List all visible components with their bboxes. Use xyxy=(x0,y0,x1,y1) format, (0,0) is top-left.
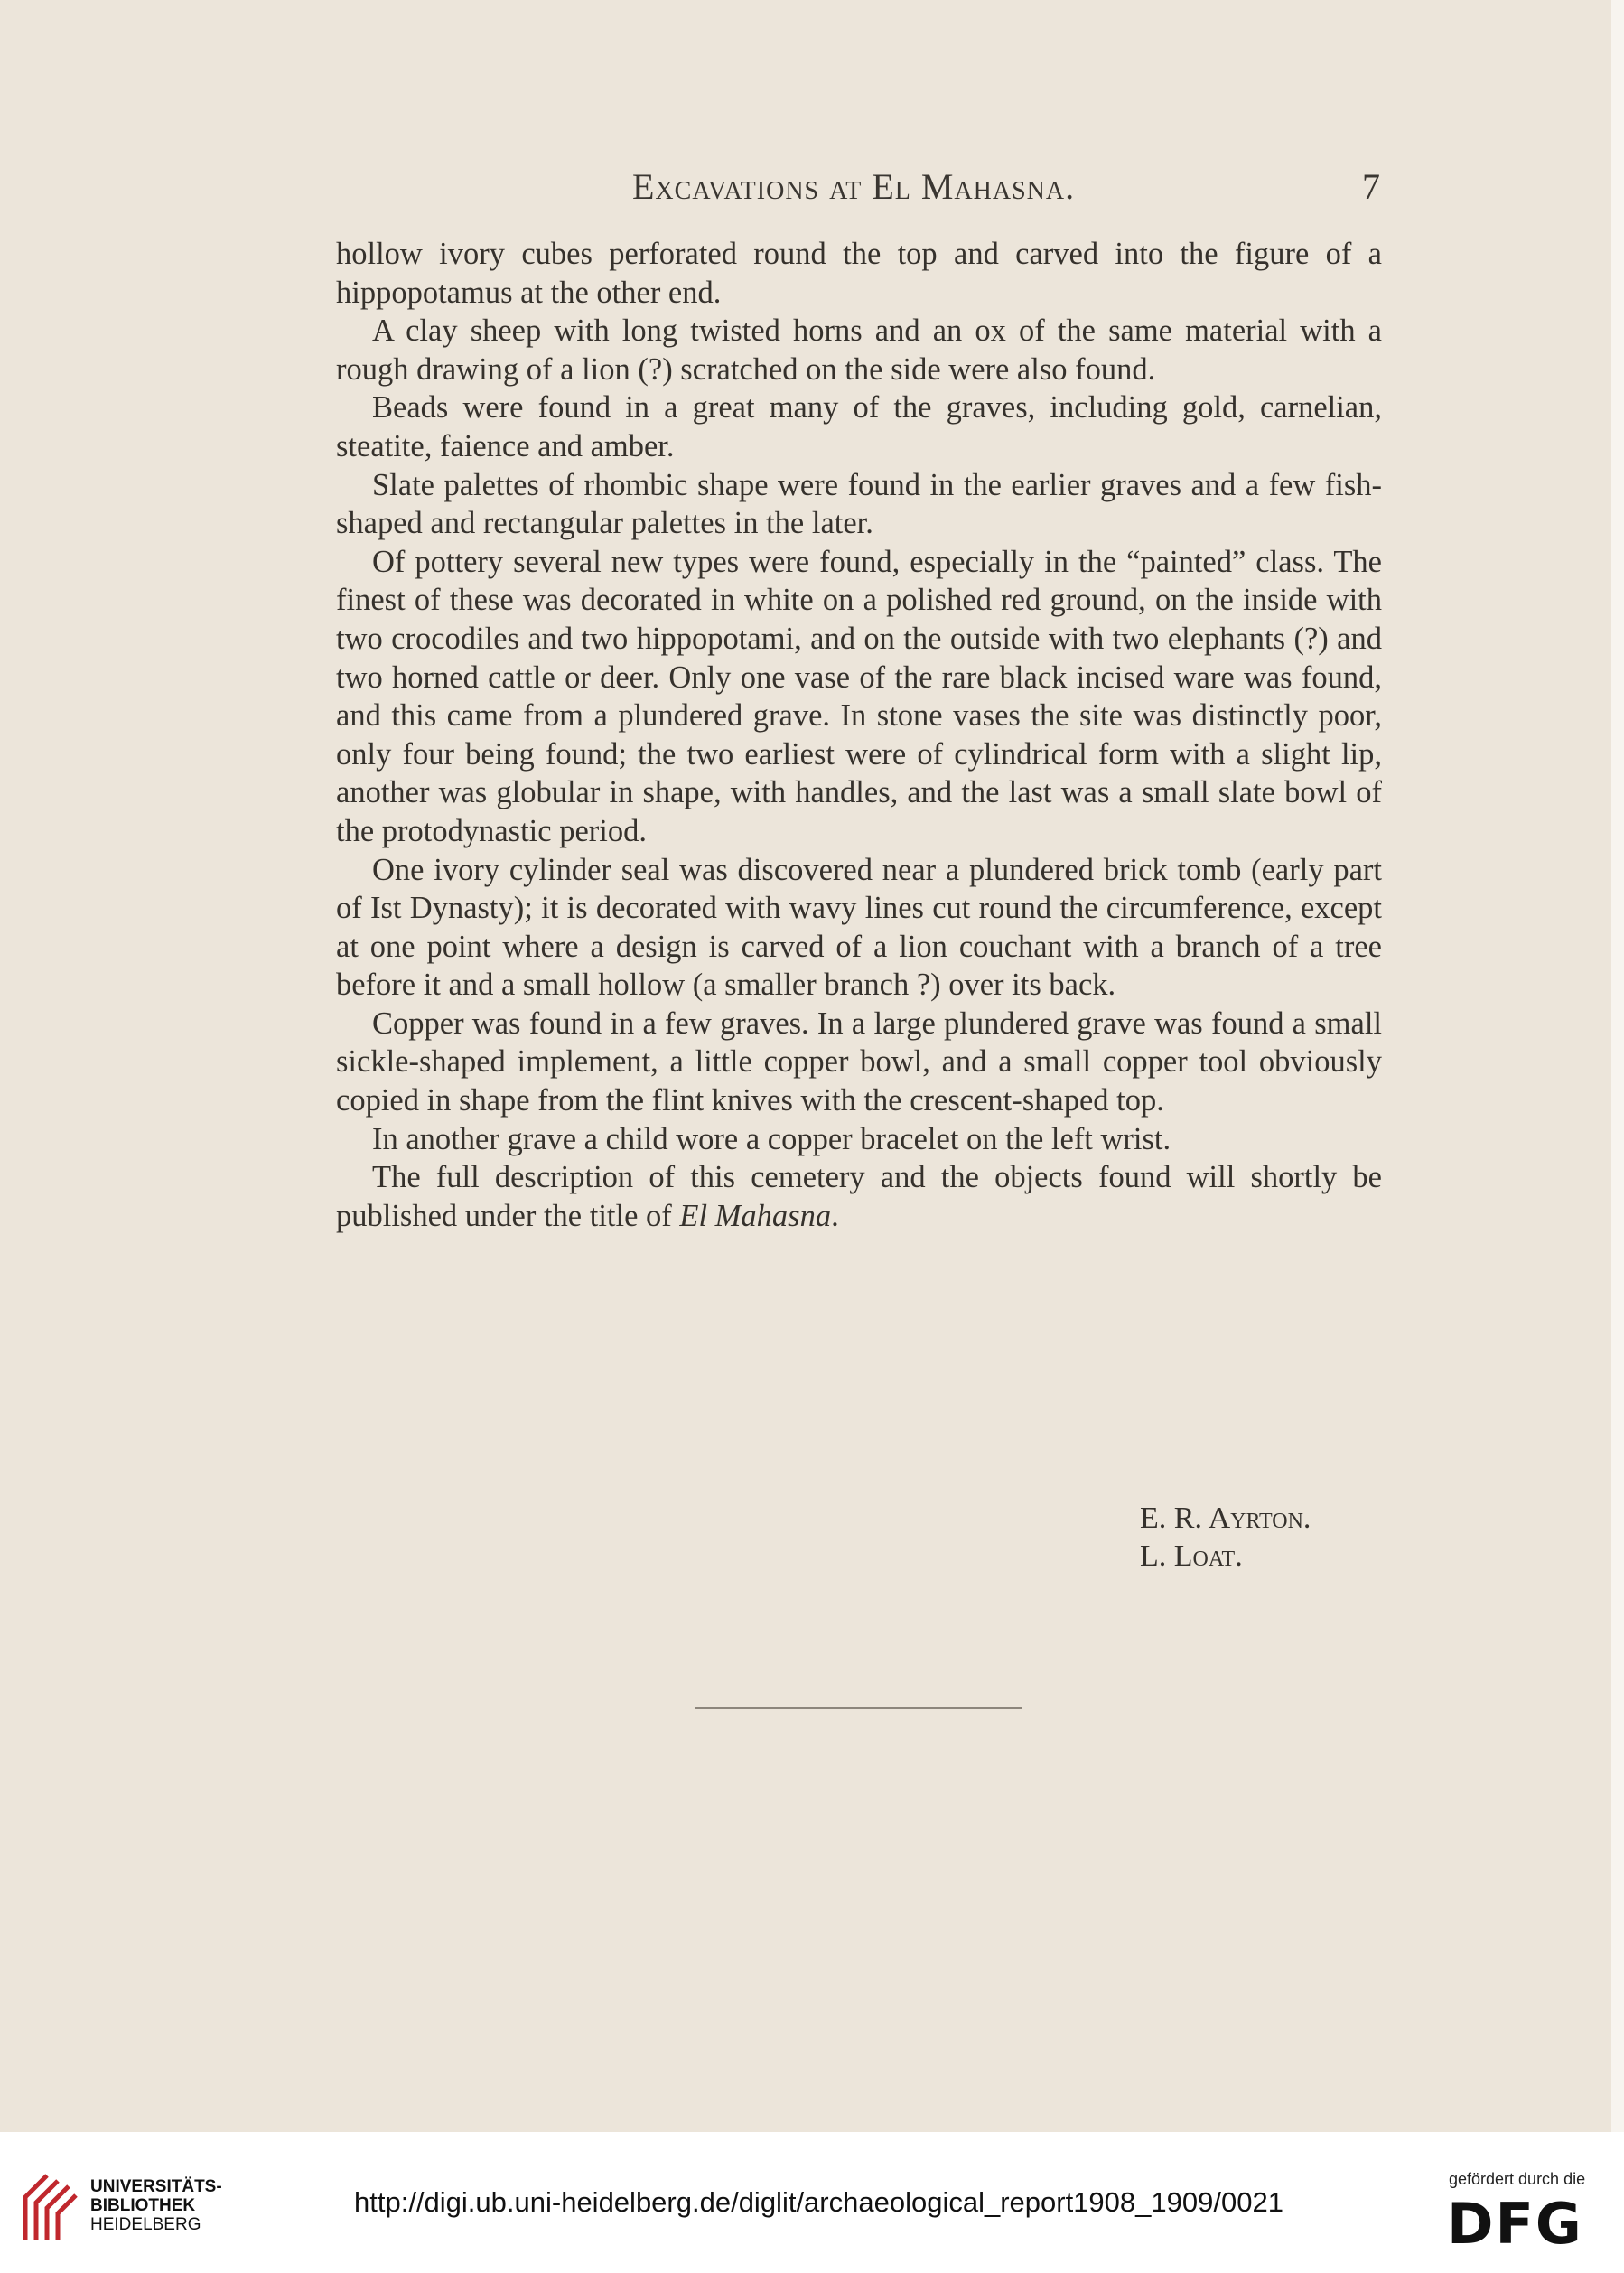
running-head xyxy=(0,165,1611,210)
funded-by-label: gefördert durch die xyxy=(1449,2170,1586,2188)
author-loat: L. Loat. xyxy=(1140,1539,1243,1573)
library-name-line-3: HEIDELBERG xyxy=(90,2215,201,2234)
final-text-start: The full description of this cemetery and the objects found will shortly be published under the title of xyxy=(336,1160,1382,1233)
page-number: 7 xyxy=(1362,166,1380,207)
paragraph-final xyxy=(336,1158,1382,1235)
paragraph: Beads were found in a great many of the graves, including gold, carnelian, steatite, faience and amber. xyxy=(336,390,1382,463)
paragraph: One ivory cylinder seal was discovered near a plundered brick tomb (early part of Ist Dynasty); it is decorated with wavy lines cut round the circumference, except at one point where a design is carved of a lion couchant with a branch of a tree before it and a small hollow (a smaller branch ?) over its back. xyxy=(336,852,1382,1003)
paragraph: In another grave a child wore a copper bracelet on the left wrist. xyxy=(372,1121,1171,1156)
library-name-line-1: UNIVERSITÄTS- xyxy=(90,2177,222,2196)
page-edge xyxy=(1611,0,1624,2132)
library-name-line-2: BIBLIOTHEK xyxy=(90,2196,196,2215)
footer-bar xyxy=(0,2132,1624,2273)
book-title: El Mahasna xyxy=(679,1198,832,1233)
final-text-end: . xyxy=(831,1198,839,1233)
paragraph: Copper was found in a few graves. In a large plundered grave was found a small sickle-shaped implement, a little copper bowl, and a small copper tool obviously copied in shape from the flint knives with the crescent-shaped top. xyxy=(336,1006,1382,1118)
running-head-title: Excavations at El Mahasna. xyxy=(632,166,1076,207)
library-logo-icon xyxy=(20,2170,79,2244)
library-name xyxy=(90,2177,222,2234)
paragraph: Slate palettes of rhombic shape were found in the earlier graves and a few fish-shaped and rectangular palettes in the later. xyxy=(336,467,1382,541)
signature-block xyxy=(1140,1500,1311,1576)
dfg-logo: DFG xyxy=(1447,2191,1583,2257)
closing-rule xyxy=(695,1707,1022,1709)
paragraph: Of pottery several new types were found, especially in the “painted” class. The finest of these was decorated in white on a polished red ground, on the inside with two crocodiles and two hippopotami, and on the outside with two elephants (?) and two horned cattle or deer. Only one vase of the rare black incised ware was found, and this came from a plundered grave. In stone vases the site was distinctly poor, only four being found; the two earliest were of cylindrical form with a slight lip, another was globular in shape, with handles, and the last was a small slate bowl of the protodynastic period. xyxy=(336,544,1382,848)
paragraph: A clay sheep with long twisted horns and an ox of the same material with a rough drawing of a lion (?) scratched on the side were also found. xyxy=(336,313,1382,387)
paragraph: hollow ivory cubes perforated round the top and carved into the figure of a hippopotamus at the other end. xyxy=(336,237,1382,310)
body-text xyxy=(336,235,1382,1235)
author-ayrton: E. R. Ayrton. xyxy=(1140,1501,1311,1535)
source-url-link[interactable]: http://digi.ub.uni-heidelberg.de/diglit/archaeological_report1908_1909/0021 xyxy=(354,2186,1283,2218)
